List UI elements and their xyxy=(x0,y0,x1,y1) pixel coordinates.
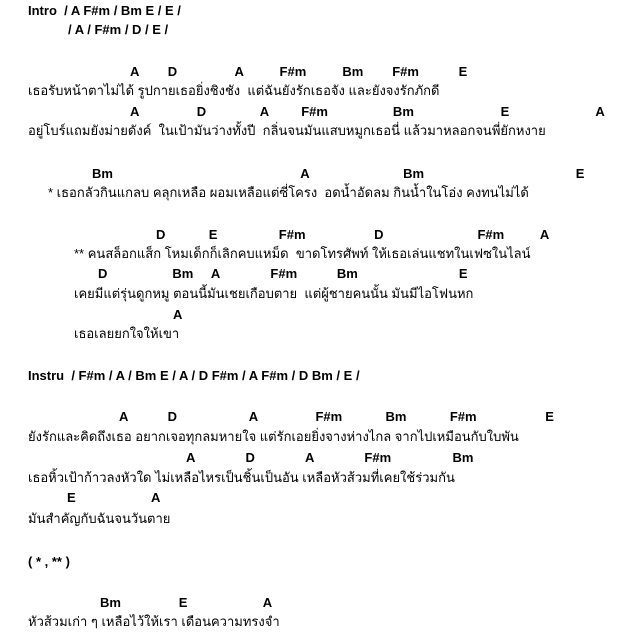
outro-lyric-1: หัวส้วมเก่า ๆ เหลือไว้ให้เรา เดือนความทรงจำ xyxy=(28,614,280,629)
verse1-lyric-1: เธอรับหน้าตาไม่ได้ รูปกายเธอยิ่งชิงชัง แต่ฉันยังรักเธอจัง และยังจงรักภักดี xyxy=(28,83,440,98)
verse1-chords-2: A D A F#m Bm E A xyxy=(130,104,605,119)
verse2-chords-1: A D A F#m Bm F#m E xyxy=(119,409,554,424)
chorus2-lyric-1: ** คนสล็อกแส็ก โหมเด็กก็เลิกคบแหม็ด ขาดโทรศัพท์ ให้เธอเล่นแชทในเฟซในไลน์ xyxy=(74,246,531,261)
verse2-lyric-1: ยังรักและคิดถึงเธอ อยากเจอทุกลมหายใจ แต่รักเอยยิ่งจางห่างไกล จากไปเหมือนกับใบพัน xyxy=(28,429,519,444)
intro-line-1: Intro / A F#m / Bm E / E / xyxy=(28,3,181,18)
chorus2-chords-1: D E F#m D F#m A xyxy=(156,227,550,242)
chorus1-chords-1: Bm A Bm E xyxy=(92,166,585,181)
verse1-chords-1: A D A F#m Bm F#m E xyxy=(130,64,468,79)
chorus2-chords-2: D Bm A F#m Bm E xyxy=(98,266,468,281)
instru-line: Instru / F#m / A / Bm E / A / D F#m / A F#m / D Bm / E / xyxy=(28,368,360,383)
outro-chords-1: Bm E A xyxy=(100,595,273,610)
verse1-lyric-2: อยู่โบร์แถมยังม่ายดังค์ ในเป้ามันว่างทั้งปี กลิ่นจนมันแสบหมูกเธอนี่ แล้วมาหลอกจนพี่ยักหงาย xyxy=(28,123,546,138)
repeat-marker: ( * , ** ) xyxy=(28,554,70,569)
verse2-chords-2: A D A F#m Bm xyxy=(186,450,474,465)
chorus2-lyric-2: เคยมีแต่รุ่นดูกหมู ตอนนี้มันเชยเกือบตาย แต่ผู้ชายคนนั้น มันมีไอโฟนหก xyxy=(74,286,474,301)
verse2-lyric-3: มันสำคัญกับฉันจนวันตาย xyxy=(28,511,171,526)
verse2-chords-3: E A xyxy=(67,490,161,505)
chorus2-chords-3: A xyxy=(173,307,183,322)
chorus1-lyric-1: * เธอกลัวกินแกลบ คลุกเหลือ ผอมเหลือแต่ซี่โครง อดน้ำอัดลม กินน้ำในโอ่ง คงทนไม่ได้ xyxy=(48,185,529,200)
chorus2-lyric-3: เธอเลยยกใจให้เขา xyxy=(74,326,180,341)
verse2-lyric-2: เธอหิ้วเป้าก้าวลงหัวใด ไม่เหลือไหรเป็นชิ้นเป็นอัน เหลือหัวส้วมที่เคยใช้ร่วมกัน xyxy=(28,470,455,485)
intro-line-2: / A / F#m / D / E / xyxy=(68,22,169,37)
